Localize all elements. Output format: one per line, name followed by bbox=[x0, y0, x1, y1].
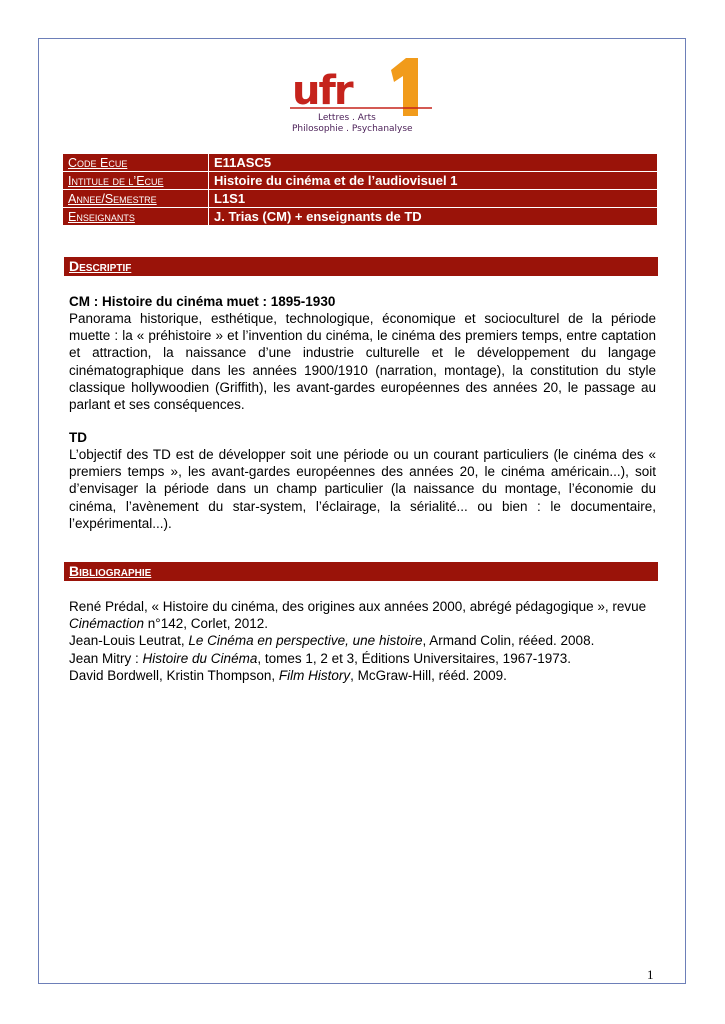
bibliography-entry: David Bordwell, Kristin Thompson, Film History, McGraw-Hill, rééd. 2009. bbox=[69, 667, 507, 683]
bibliography-entry: Jean-Louis Leutrat, Le Cinéma en perspective, une histoire, Armand Colin, rééed. 2008. bbox=[69, 633, 595, 649]
info-row-code bbox=[63, 154, 658, 172]
logo-one-text: 1 bbox=[448, 66, 449, 67]
td-body: L’objectif des TD est de développer soit une période ou un courant particuliers (le cinéma des « premiers temps », les avant-gardes européennes des années 20, le cinéma américain...), soit d’envisager la période dans un champ particulier (la naissance du montage, l’économie du cinéma, l’avènement du star-system, l’éclairage, la sérialité... ou bien : le documentaire, l’expérimental...). bbox=[69, 447, 656, 531]
cm-title: CM : Histoire du cinéma muet : 1895-1930 bbox=[69, 294, 336, 309]
bibliography-entry: René Prédal, « Histoire du cinéma, des origines aux années 2000, abrégé pédagogique », revue Cinémaction n°142, Corlet, 2012. bbox=[69, 599, 647, 632]
info-row-title bbox=[63, 172, 658, 190]
info-value: E11ASC5 bbox=[209, 154, 658, 172]
info-row-teachers bbox=[63, 208, 658, 226]
bibliography-entry: Jean Mitry : Histoire du Cinéma, tomes 1, 2 et 3, Éditions Universitaires, 1967-1973. bbox=[69, 650, 571, 666]
info-row-semester bbox=[63, 190, 658, 208]
cm-body: Panorama historique, esthétique, technologique, économique et socioculturel de la période muette : la « préhistoire » et l’invention du cinéma, le cinéma des premiers temps, entre captation et attraction, la naissance d’une industrie culturelle et le développement du langage cinématographique dans les années 1900/1910 (narration, montage), la constitution du style classique hollywoodien (Griffith), les avant-gardes européennes des années 20, le passage au parlant et ses conséquences. bbox=[69, 311, 656, 413]
td-title: TD bbox=[69, 430, 87, 445]
info-label: Annee/Semestre bbox=[63, 190, 209, 208]
logo-ufr-text: ufr bbox=[292, 68, 352, 114]
info-label: Code Ecue bbox=[63, 154, 209, 172]
info-value: L1S1 bbox=[209, 190, 658, 208]
logo-line1: Lettres . Arts bbox=[318, 113, 376, 123]
info-label: Enseignants bbox=[63, 208, 209, 226]
logo-line2: Philosophie . Psychanalyse bbox=[292, 124, 413, 134]
info-value: J. Trias (CM) + enseignants de TD bbox=[209, 208, 658, 226]
course-info-table bbox=[62, 153, 658, 226]
bibliography-list bbox=[69, 598, 656, 684]
info-value: Histoire du cinéma et de l’audiovisuel 1 bbox=[209, 172, 658, 190]
info-label: Intitule de l’Ecue bbox=[63, 172, 209, 190]
descriptif-heading: Descriptif bbox=[64, 257, 658, 276]
page-number: 1 bbox=[647, 967, 654, 982]
ufr1-logo bbox=[288, 56, 449, 136]
bibliographie-heading: Bibliographie bbox=[64, 562, 658, 581]
